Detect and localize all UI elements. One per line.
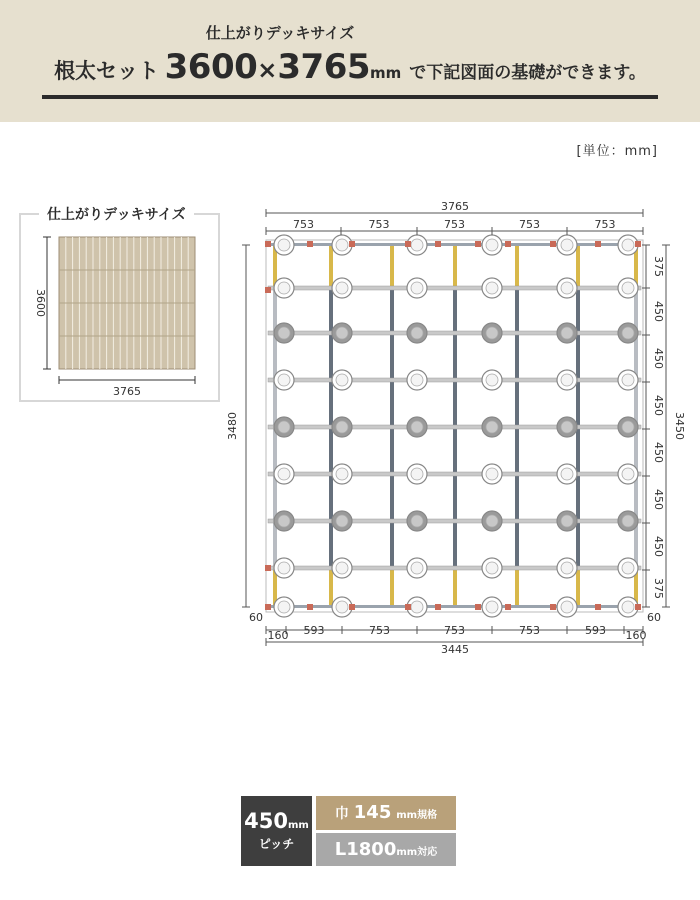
footing-core	[622, 468, 634, 480]
length-suffix: mm対応	[396, 847, 438, 858]
header-unit: mm	[370, 64, 402, 82]
footing-core	[486, 374, 498, 386]
dim-right-span-label: 450	[652, 442, 665, 463]
length-value: L1800	[334, 839, 397, 860]
beam-bottom	[268, 605, 641, 608]
header-lead: 根太セット	[54, 59, 160, 83]
post-marker	[435, 241, 441, 247]
beam	[268, 378, 641, 382]
post-marker	[307, 604, 313, 610]
beam-top	[268, 243, 641, 246]
footing-core	[411, 327, 423, 339]
pitch-value	[241, 809, 312, 833]
footing-core	[336, 468, 348, 480]
footing-core	[336, 601, 348, 613]
header-width-value: 3600	[164, 47, 258, 87]
footing-core	[622, 562, 634, 574]
footing-core	[411, 468, 423, 480]
pitch-number: 450	[244, 809, 288, 833]
post-marker	[595, 604, 601, 610]
dim-bottom-edge-right-label: 160	[625, 629, 647, 642]
footing-core	[561, 601, 573, 613]
beam	[268, 566, 641, 570]
length-spec-badge	[316, 833, 456, 866]
joist-end-segment	[453, 245, 457, 288]
beam	[268, 519, 641, 523]
dim-top-span-label: 753	[368, 218, 390, 231]
footing-core	[278, 421, 290, 433]
post-marker	[595, 241, 601, 247]
dim-bottom-span-label: 753	[444, 624, 465, 637]
post-marker	[635, 604, 641, 610]
beam	[268, 331, 641, 335]
footing-core	[336, 374, 348, 386]
beam	[268, 286, 641, 290]
unit-label: [単位：mm]	[576, 144, 658, 159]
footing-core	[278, 515, 290, 527]
footing-core	[278, 468, 290, 480]
footing-core	[278, 327, 290, 339]
thumbnail-title: 仕上がりデッキサイズ	[39, 204, 194, 224]
header-subtitle: 仕上がりデッキサイズ	[205, 24, 355, 42]
footing-core	[336, 239, 348, 251]
dim-top-overall-label: 3765	[441, 200, 469, 213]
pitch-label: ピッチ	[258, 837, 295, 851]
header-times: ×	[257, 56, 278, 84]
dim-top-span-label: 753	[293, 218, 314, 231]
post-marker	[405, 241, 411, 247]
joist-end-segment	[515, 568, 519, 607]
joist-end-segment	[390, 245, 394, 288]
dim-right-span-label: 450	[652, 348, 665, 369]
dim-top-span-label: 753	[444, 218, 465, 231]
post-marker	[505, 604, 511, 610]
joist-end-segment	[329, 245, 333, 288]
footing-core	[336, 562, 348, 574]
header-length-value: 3765	[277, 47, 371, 87]
footing-core	[411, 282, 423, 294]
footing-core	[278, 601, 290, 613]
post-marker	[550, 241, 556, 247]
header-tail: で下記図面の基礎ができます。	[409, 63, 646, 83]
post-marker	[265, 565, 271, 571]
footing-core	[336, 282, 348, 294]
joist-end-segment	[515, 245, 519, 288]
width-suffix: mm規格	[396, 810, 438, 821]
dim-left-total-label: 3480	[226, 412, 239, 440]
width-value: 145	[353, 802, 392, 823]
dim-bottom-span-label: 593	[303, 624, 325, 637]
footing-core	[278, 562, 290, 574]
beam	[268, 472, 641, 476]
footing-core	[486, 468, 498, 480]
footing-core	[622, 601, 634, 613]
pitch-unit: mm	[288, 820, 309, 831]
footing-core	[411, 515, 423, 527]
footing-core	[622, 282, 634, 294]
dim-overhang-right-label: 60	[647, 611, 661, 624]
footing-core	[336, 421, 348, 433]
footing-core	[336, 327, 348, 339]
footing-core	[561, 562, 573, 574]
joist-end-segment	[576, 568, 580, 607]
post-marker	[505, 241, 511, 247]
footing-core	[486, 239, 498, 251]
footing-core	[561, 374, 573, 386]
dim-bottom-edge-left-label: 160	[267, 629, 289, 642]
footing-core	[336, 515, 348, 527]
footing-core	[561, 282, 573, 294]
footing-core	[561, 421, 573, 433]
dim-right-span-label: 450	[652, 489, 665, 510]
post-marker	[307, 241, 313, 247]
dim-bottom-span-label: 753	[519, 624, 540, 637]
footing-core	[411, 601, 423, 613]
footing-core	[278, 282, 290, 294]
footing-core	[411, 562, 423, 574]
dim-bottom-span-label: 753	[369, 624, 390, 637]
joist-end-segment	[453, 568, 457, 607]
dim-right-span-label: 375	[652, 578, 665, 599]
dim-top-span-label: 753	[519, 218, 540, 231]
post-marker	[475, 604, 481, 610]
beam	[268, 425, 641, 429]
thumbnail-height-label: 3600	[34, 289, 47, 317]
width-spec-badge	[316, 796, 456, 830]
footing-core	[486, 562, 498, 574]
footing-core	[486, 282, 498, 294]
post-marker	[435, 604, 441, 610]
post-marker	[265, 287, 271, 293]
footing-core	[486, 515, 498, 527]
joist-end-segment	[329, 568, 333, 607]
post-marker	[265, 241, 271, 247]
footing-core	[561, 239, 573, 251]
footing-core	[411, 374, 423, 386]
dim-bottom-span-label: 593	[585, 624, 606, 637]
footing-core	[622, 374, 634, 386]
thumbnail-width-label: 3765	[113, 385, 141, 398]
post-marker	[550, 604, 556, 610]
footing-core	[278, 374, 290, 386]
footing-core	[622, 327, 634, 339]
dim-right-span-label: 450	[652, 395, 665, 416]
footing-core	[486, 327, 498, 339]
footing-core	[561, 468, 573, 480]
dim-right-span-label: 375	[652, 256, 665, 277]
footing-core	[561, 515, 573, 527]
joist-end-segment	[390, 568, 394, 607]
dim-top-span-label: 753	[594, 218, 616, 231]
footing-core	[622, 515, 634, 527]
footing-core	[622, 421, 634, 433]
dim-right-span-label: 450	[652, 536, 665, 557]
joist-end-segment	[576, 245, 580, 288]
post-marker	[349, 241, 355, 247]
footing-core	[486, 421, 498, 433]
post-marker	[635, 241, 641, 247]
footing-core	[411, 239, 423, 251]
dim-right-total-label: 3450	[673, 412, 686, 440]
footing-core	[411, 421, 423, 433]
footing-core	[561, 327, 573, 339]
footing-core	[278, 239, 290, 251]
dim-right-span-label: 450	[652, 301, 665, 322]
dim-overhang-left-label: 60	[249, 611, 263, 624]
footing-core	[622, 239, 634, 251]
dim-bottom-total-label: 3445	[441, 643, 469, 656]
width-prefix: 巾	[334, 806, 349, 822]
post-marker	[475, 241, 481, 247]
post-marker	[265, 604, 271, 610]
pitch-badge	[241, 796, 312, 866]
post-marker	[405, 604, 411, 610]
post-marker	[349, 604, 355, 610]
footing-core	[486, 601, 498, 613]
